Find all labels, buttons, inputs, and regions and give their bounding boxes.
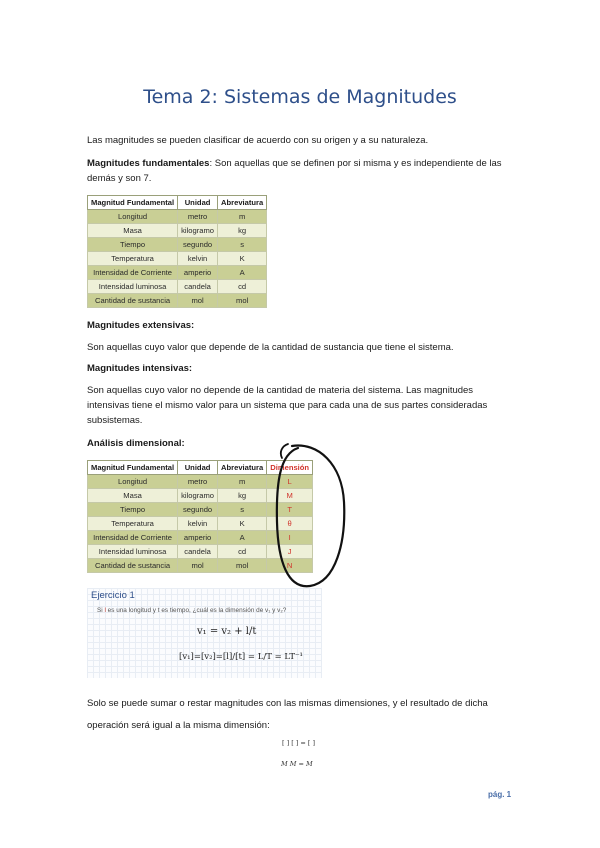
table-cell: cd [218,545,267,559]
formula-line-1: [ ] [ ] = [ ] [282,739,316,747]
table-cell: metro [178,475,218,489]
table-cell: kelvin [178,252,218,266]
fundamentales-paragraph [87,156,517,186]
table-cell: K [218,517,267,531]
table-cell: kg [218,224,267,238]
table-cell: Cantidad de sustancia [88,294,178,308]
table-cell: Intensidad de Corriente [88,531,178,545]
table-header-row [88,196,267,210]
table-cell: mol [178,294,218,308]
fundamentales-label: Magnitudes fundamentales [87,158,210,169]
intro-paragraph: Las magnitudes se pueden clasificar de acuerdo con su origen y a su naturaleza. [87,135,429,146]
table-cell: kilogramo [178,224,218,238]
table-cell: Tiempo [88,238,178,252]
column-header: Magnitud Fundamental [88,196,178,210]
table-row [88,266,267,280]
table-cell: m [218,475,267,489]
table-cell: mol [178,559,218,573]
intensivas-heading: Magnitudes intensivas: [87,363,193,374]
table-row [88,238,267,252]
table-cell: mol [218,294,267,308]
table-row [88,224,267,238]
column-header: Dimensión [267,461,313,475]
table-cell: Temperatura [88,252,178,266]
table-cell: L [267,475,313,489]
table-cell: Temperatura [88,517,178,531]
exercise-equation-2: [v₁]=[v₂]=[l]/[t] = L/T = LT⁻¹ [179,652,303,662]
analisis-heading: Análisis dimensional: [87,438,185,449]
table-cell: s [218,238,267,252]
table-cell: A [218,266,267,280]
table-cell: segundo [178,238,218,252]
table-cell: candela [178,545,218,559]
table-cell: T [267,503,313,517]
table-cell: θ [267,517,313,531]
table-cell: kilogramo [178,489,218,503]
table-cell: I [267,531,313,545]
extensivas-heading: Magnitudes extensivas: [87,320,195,331]
column-header: Abreviatura [218,196,267,210]
table-cell: candela [178,280,218,294]
table-row [88,210,267,224]
page-title: Tema 2: Sistemas de Magnitudes [143,86,457,108]
exercise-equation-1: v₁ = v₂ + l/t [197,626,257,637]
table-cell: mol [218,559,267,573]
conclusion-line-1: Solo se puede sumar o restar magnitudes con las mismas dimensiones, y el resultado de dicha [87,698,488,709]
intensivas-paragraph: Son aquellas cuyo valor no depende de la cantidad de materia del sistema. Las magnitudes intensivas tiene el mismo valor para un sistema que para cada una de sus partes consideradas subsistemas. [87,385,488,426]
table-cell: amperio [178,266,218,280]
fundamentales-text: : Son aquellas que se definen por si misma y es independiente de las demás y son 7. [87,158,502,184]
exercise-q-text: es una longitud y t es tiempo, ¿cuál es la dimensión de v₁ y v₂? [105,607,287,614]
table-cell: J [267,545,313,559]
table-cell: Masa [88,224,178,238]
exercise-title: Ejercicio 1 [91,590,135,601]
table-cell: A [218,531,267,545]
table-row [88,294,267,308]
conclusion-line-2: operación será igual a la misma dimensión: [87,720,270,731]
table-cell: M [267,489,313,503]
exercise-q-prefix: Si [97,607,105,614]
table-cell: Intensidad luminosa [88,280,178,294]
exercise-q-var: l [104,607,106,614]
table-cell: Cantidad de sustancia [88,559,178,573]
table-cell: Intensidad de Corriente [88,266,178,280]
table-cell: kg [218,489,267,503]
table-cell: amperio [178,531,218,545]
table-cell: Masa [88,489,178,503]
exercise-box [87,588,322,678]
column-header: Unidad [178,196,218,210]
table-cell: metro [178,210,218,224]
table-cell: segundo [178,503,218,517]
table-cell: K [218,252,267,266]
table-cell: s [218,503,267,517]
table-cell: m [218,210,267,224]
formula-line-2: M M = M [281,760,313,768]
column-header: Abreviatura [218,461,267,475]
hand-drawn-circle-annotation [270,442,355,592]
column-header: Magnitud Fundamental [88,461,178,475]
table-row [88,252,267,266]
table-cell: Tiempo [88,503,178,517]
extensivas-paragraph: Son aquellas cuyo valor que depende de la cantidad de sustancia que tiene el sistema. [87,342,454,353]
exercise-question [97,607,286,614]
table-cell: Longitud [88,475,178,489]
page-number: pág. 1 [488,790,512,799]
table-cell: Longitud [88,210,178,224]
column-header: Unidad [178,461,218,475]
table-cell: Intensidad luminosa [88,545,178,559]
table-cell: N [267,559,313,573]
table-row [88,280,267,294]
table-cell: kelvin [178,517,218,531]
table-cell: cd [218,280,267,294]
fundamental-magnitudes-table [87,195,267,308]
